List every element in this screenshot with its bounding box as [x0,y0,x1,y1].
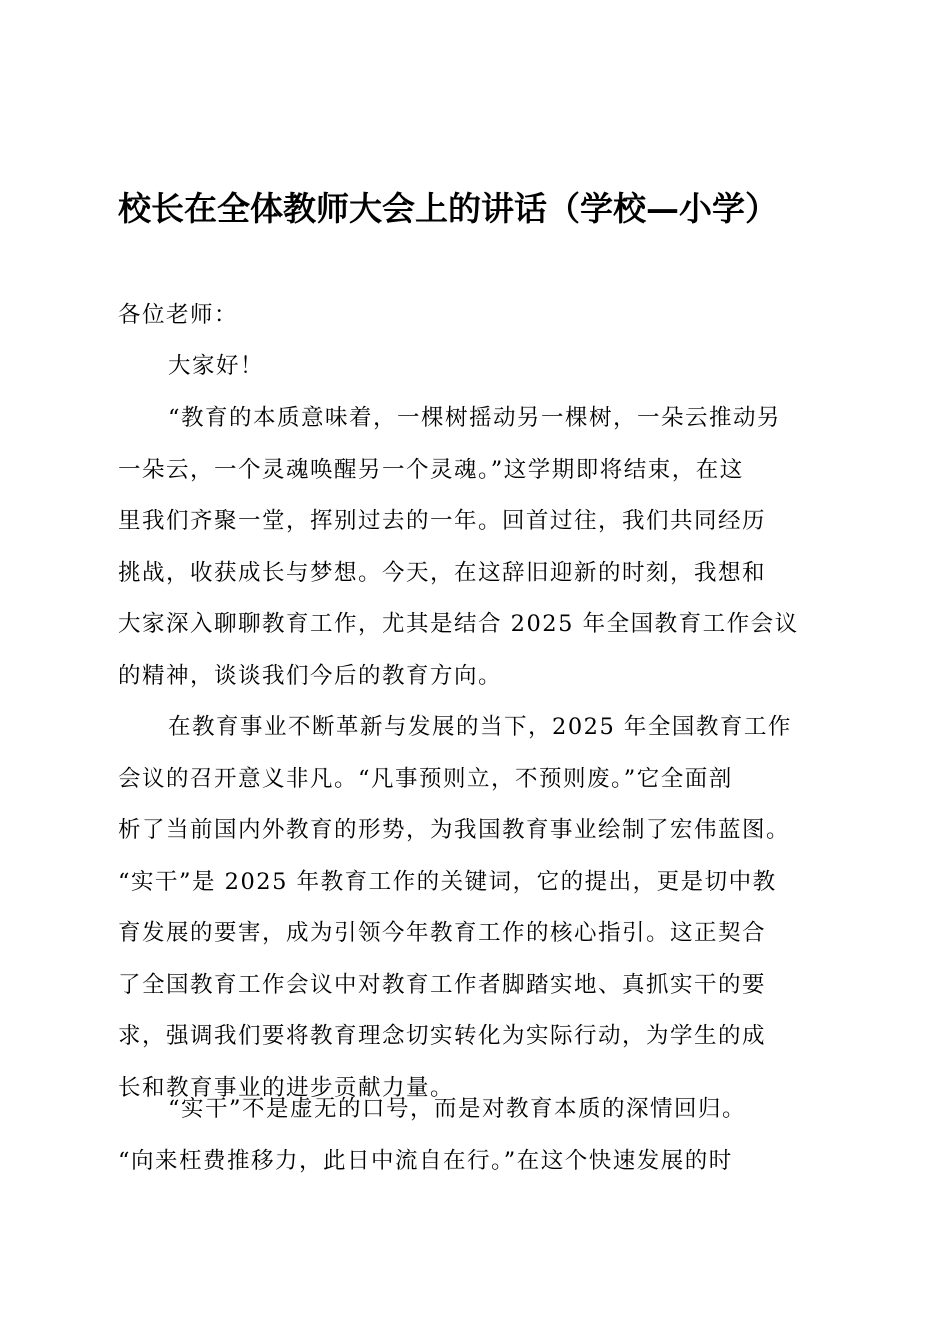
paragraph-3: “实干”不是虚无的口号，而是对教育本质的深情回归。 “向来枉费推移力，此日中流自在行。”在这个快速发展的时 [118,1096,747,1174]
paragraph-1: “教育的本质意味着，一棵树摇动另一棵树，一朵云推动另 一朵云，一个灵魂唤醒另一个灵魂。”这学期即将结束，在这 里我们齐聚一堂，挥别过去的一年。回首过往，我们共同经历 挑战，收获成长与梦想。今天，在这辞旧迎新的时刻，我想和 大家深入聊聊教育工作，尤其是结合 2025 年全国教育工作会议 的精神，谈谈我们今后的教育方向。 [118,405,799,689]
document-title: 校长在全体教师大会上的讲话（学校—小学） [118,189,778,228]
greeting: 大家好！ [168,353,265,379]
paragraph-2: 在教育事业不断革新与发展的当下，2025 年全国教育工作 会议的召开意义非凡。“凡事预则立，不预则废。”它全面剖 析了当前国内外教育的形势，为我国教育事业绘制了宏伟蓝图。 “实干”是 2025 年教育工作的关键词，它的提出，更是切中教 育发展的要害，成为引领今年教育工作的核心指引。这正契合 了全国教育工作会议中对教育工作者脚踏实地、真抓实干的要 求，强调我们要将教育理念切实转化为实际行动，为学生的成 长和教育事业的进步贡献力量。 [118,714,792,1101]
salutation: 各位老师： [118,302,239,328]
